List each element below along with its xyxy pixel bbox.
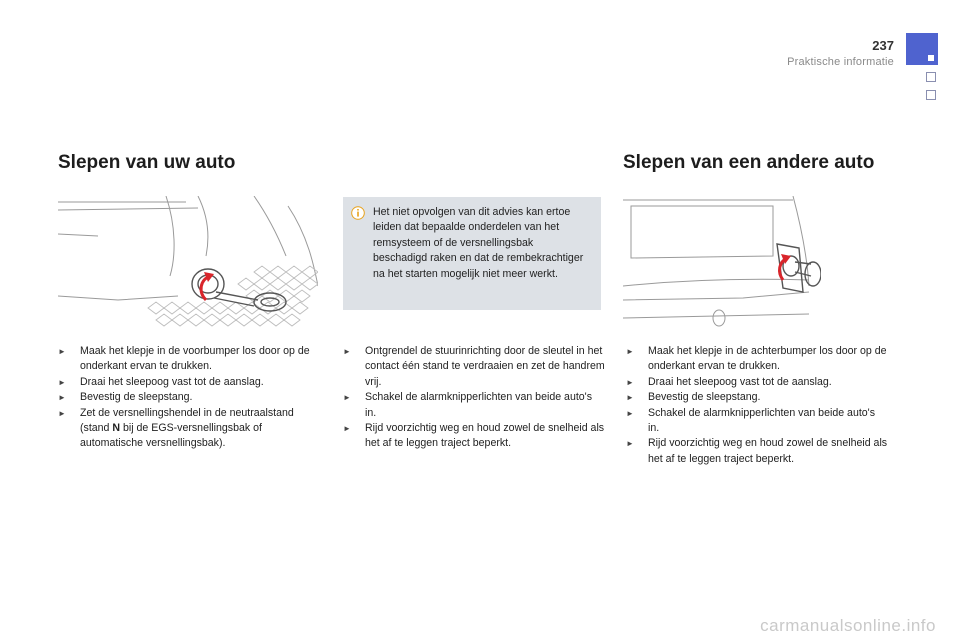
- middle-steps-list: [343, 344, 605, 452]
- arrow-bullet-icon: ►: [58, 377, 66, 387]
- list-item: ► Bevestig de sleepstang.: [626, 390, 888, 405]
- chapter-tab-active[interactable]: [906, 33, 938, 65]
- list-item: ► Zet de versnellingshendel in de neutraalstand (stand N bij de EGS-versnellingsbak of automatische versnellingsbak).: [58, 406, 294, 450]
- arrow-bullet-icon: ►: [343, 424, 351, 434]
- tab-dot: [928, 55, 934, 61]
- arrow-bullet-icon: ►: [626, 347, 634, 356]
- chapter-tab[interactable]: [926, 72, 936, 82]
- rear-tow-illustration: [623, 196, 821, 334]
- chapter-tab[interactable]: [926, 90, 936, 100]
- section-label: Praktische informatie: [787, 56, 894, 68]
- info-warning-box: [343, 197, 601, 310]
- list-item: ► Draai het sleepoog vast tot de aanslag.: [626, 375, 888, 390]
- list-item: ► Schakel de alarmknipperlichten van beide auto's in.: [626, 406, 875, 435]
- info-text: Het niet opvolgen van dit advies kan ertoe leiden dat bepaalde onderdelen van het remsysteem of de versnellingsbak beschadigd raken en dat de rembekrachtiger na het starten mogelijk niet meer werkt.: [373, 206, 584, 280]
- arrow-bullet-icon: ►: [626, 377, 634, 387]
- arrow-bullet-icon: ►: [58, 408, 66, 418]
- list-item: ► Schakel de alarmknipperlichten van beide auto's in.: [343, 391, 592, 419]
- arrow-bullet-icon: ►: [626, 408, 634, 418]
- page-number: 237: [872, 38, 894, 53]
- arrow-bullet-icon: ►: [58, 393, 66, 403]
- front-tow-illustration: [58, 196, 318, 334]
- watermark: carmanualsonline.info: [760, 616, 936, 635]
- title-towing-other-car: Slepen van een andere auto: [623, 152, 875, 173]
- list-item: ► Rijd voorzichtig weg en houd zowel de snelheid als het af te leggen traject beperkt.: [343, 422, 605, 450]
- list-item: ► Draai het sleepoog vast tot de aanslag.: [58, 375, 320, 390]
- left-steps-list: [58, 344, 320, 452]
- list-item: ► Maak het klepje in de achterbumper los door op de onderkant ervan te drukken.: [626, 345, 887, 373]
- arrow-bullet-icon: ►: [626, 439, 634, 449]
- title-towing-own-car: Slepen van uw auto: [58, 152, 236, 173]
- list-item: ► Rijd voorzichtig weg en houd zowel de snelheid als het af te leggen traject beperkt.: [626, 437, 888, 465]
- list-item: ► Bevestig de sleepstang.: [58, 390, 320, 405]
- arrow-bullet-icon: ►: [343, 393, 351, 403]
- arrow-bullet-icon: ►: [58, 347, 66, 356]
- info-icon: [351, 206, 365, 220]
- list-item: ► Maak het klepje in de voorbumper los door op de onderkant ervan te drukken.: [58, 345, 310, 373]
- arrow-bullet-icon: ►: [626, 393, 634, 403]
- arrow-bullet-icon: ►: [343, 347, 351, 356]
- right-steps-list: [626, 344, 888, 467]
- list-item: ► Ontgrendel de stuurinrichting door de sleutel in het contact één stand te verdraaien en zet de handrem vrij.: [343, 345, 605, 388]
